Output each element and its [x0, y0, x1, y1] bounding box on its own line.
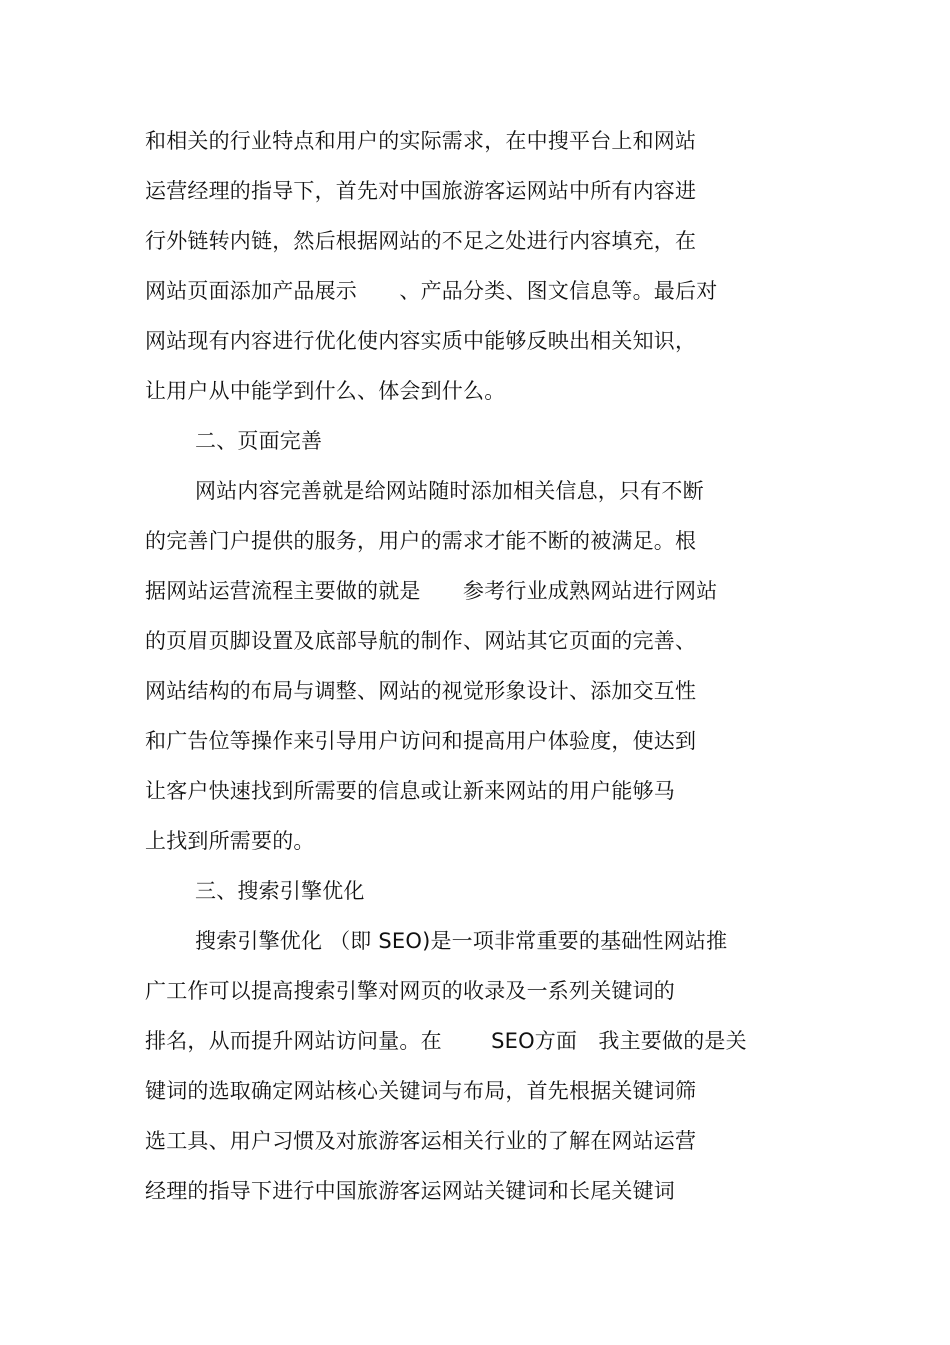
- paragraph-line: 网站结构的布局与调整、网站的视觉形象设计、添加交互性: [145, 679, 697, 703]
- paragraph-line: 搜索引擎优化 （即 SEO)是一项非常重要的基础性网站推: [195, 929, 728, 953]
- paragraph-line: 键词的选取确定网站核心关键词与布局，首先根据关键词筛: [145, 1079, 697, 1103]
- section-heading: 二、页面完善: [195, 429, 323, 453]
- paragraph-line: 的页眉页脚设置及底部导航的制作、网站其它页面的完善、: [145, 629, 697, 653]
- paragraph-line: 让客户快速找到所需要的信息或让新来网站的用户能够马: [145, 779, 675, 803]
- paragraph-line: 据网站运营流程主要做的就是 参考行业成熟网站进行网站: [145, 579, 718, 603]
- paragraph-line: 网站内容完善就是给网站随时添加相关信息，只有不断: [195, 479, 704, 503]
- paragraph-line: 和相关的行业特点和用户的实际需求，在中搜平台上和网站: [145, 129, 697, 153]
- paragraph-line: 排名，从而提升网站访问量。在 SEO方面 我主要做的是关: [145, 1029, 747, 1053]
- paragraph-line: 和广告位等操作来引导用户访问和提高用户体验度，使达到: [145, 729, 697, 753]
- paragraph-line: 广工作可以提高搜索引擎对网页的收录及一系列关键词的: [145, 979, 675, 1003]
- paragraph-line: 经理的指导下进行中国旅游客运网站关键词和长尾关键词: [145, 1179, 675, 1203]
- paragraph-line: 上找到所需要的。: [145, 829, 315, 853]
- paragraph-line: 让用户从中能学到什么、体会到什么。: [145, 379, 506, 403]
- paragraph-line: 网站现有内容进行优化使内容实质中能够反映出相关知识，: [145, 329, 697, 353]
- paragraph-line: 的完善门户提供的服务，用户的需求才能不断的被满足。根: [145, 529, 697, 553]
- paragraph-line: 网站页面添加产品展示 、产品分类、图文信息等。最后对: [145, 279, 718, 303]
- paragraph-line: 运营经理的指导下，首先对中国旅游客运网站中所有内容进: [145, 179, 697, 203]
- paragraph-line: 行外链转内链，然后根据网站的不足之处进行内容填充，在: [145, 229, 697, 253]
- paragraph-line: 选工具、用户习惯及对旅游客运相关行业的了解在网站运营: [145, 1129, 697, 1153]
- section-heading: 三、搜索引擎优化: [195, 879, 365, 903]
